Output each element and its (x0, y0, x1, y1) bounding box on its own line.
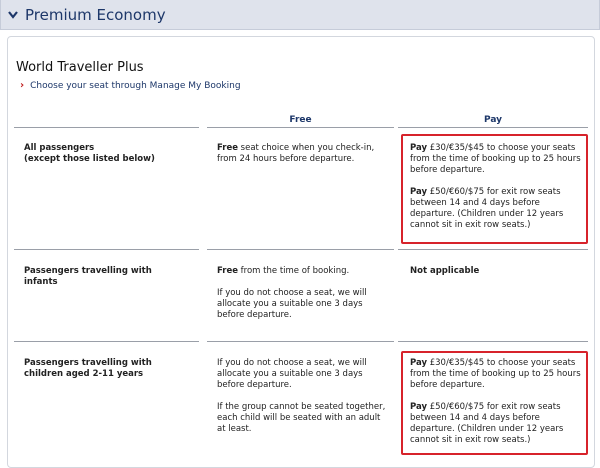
chevron-right-icon: › (20, 80, 25, 91)
manage-booking-link-label: Choose your seat through Manage My Booking (30, 80, 241, 91)
row-2-pay-cell: Not applicable (410, 266, 480, 276)
free-description-2: If you do not choose a seat, we will allocate you a suitable one 3 days before departure. (217, 288, 367, 320)
row-1-free-cell (217, 143, 387, 165)
pay-description: £50/€60/$75 for exit row seats between 14 and 4 days before departure. (Children under 12 years cannot sit in exit row seats.) (410, 402, 564, 445)
divider (14, 127, 199, 128)
manage-booking-link[interactable] (20, 80, 241, 91)
premium-economy-header[interactable] (0, 0, 600, 30)
divider (14, 341, 199, 342)
divider (398, 341, 588, 342)
free-description: from the time of booking. (237, 266, 350, 276)
column-header-free: Free (289, 115, 312, 125)
free-description-2: If the group cannot be seated together, each child will be seated with an adult at least. (217, 402, 386, 434)
pay-label: Pay (410, 358, 428, 368)
row-label-all-passengers: All passengers (except those listed below) (24, 143, 155, 164)
highlight-box (401, 134, 588, 244)
divider (14, 249, 199, 250)
chevron-down-icon (7, 9, 19, 21)
section-title: Premium Economy (25, 5, 166, 24)
free-label: Free (217, 266, 238, 276)
free-description: seat choice when you check-in, from 24 hours before departure. (217, 143, 375, 164)
divider (398, 249, 588, 250)
pay-description: £50/€60/$75 for exit row seats between 14 and 4 days before departure. (Children under 12 years cannot sit in exit row seats.) (410, 187, 564, 230)
divider (398, 127, 588, 128)
pay-description: £30/€35/$45 to choose your seats from the time of booking up to 25 hours before departure. (410, 143, 581, 175)
divider (207, 341, 394, 342)
pay-label: Pay (410, 143, 428, 153)
row-3-free-cell (217, 358, 387, 435)
free-label: Free (217, 143, 238, 153)
pay-label: Pay (410, 187, 428, 197)
row-label-children: Passengers travelling with children aged 2-11 years (24, 358, 152, 379)
divider (207, 127, 394, 128)
highlight-box (401, 351, 588, 455)
column-header-pay: Pay (483, 115, 503, 125)
pay-label: Pay (410, 402, 428, 412)
pay-description: £30/€35/$45 to choose your seats from the time of booking up to 25 hours before departure. (410, 358, 581, 390)
divider (207, 249, 394, 250)
row-2-free-cell (217, 266, 387, 321)
cabin-title: World Traveller Plus (16, 60, 144, 75)
free-description: If you do not choose a seat, we will allocate you a suitable one 3 days before departure. (217, 358, 367, 390)
row-label-infants: Passengers travelling with infants (24, 266, 152, 287)
